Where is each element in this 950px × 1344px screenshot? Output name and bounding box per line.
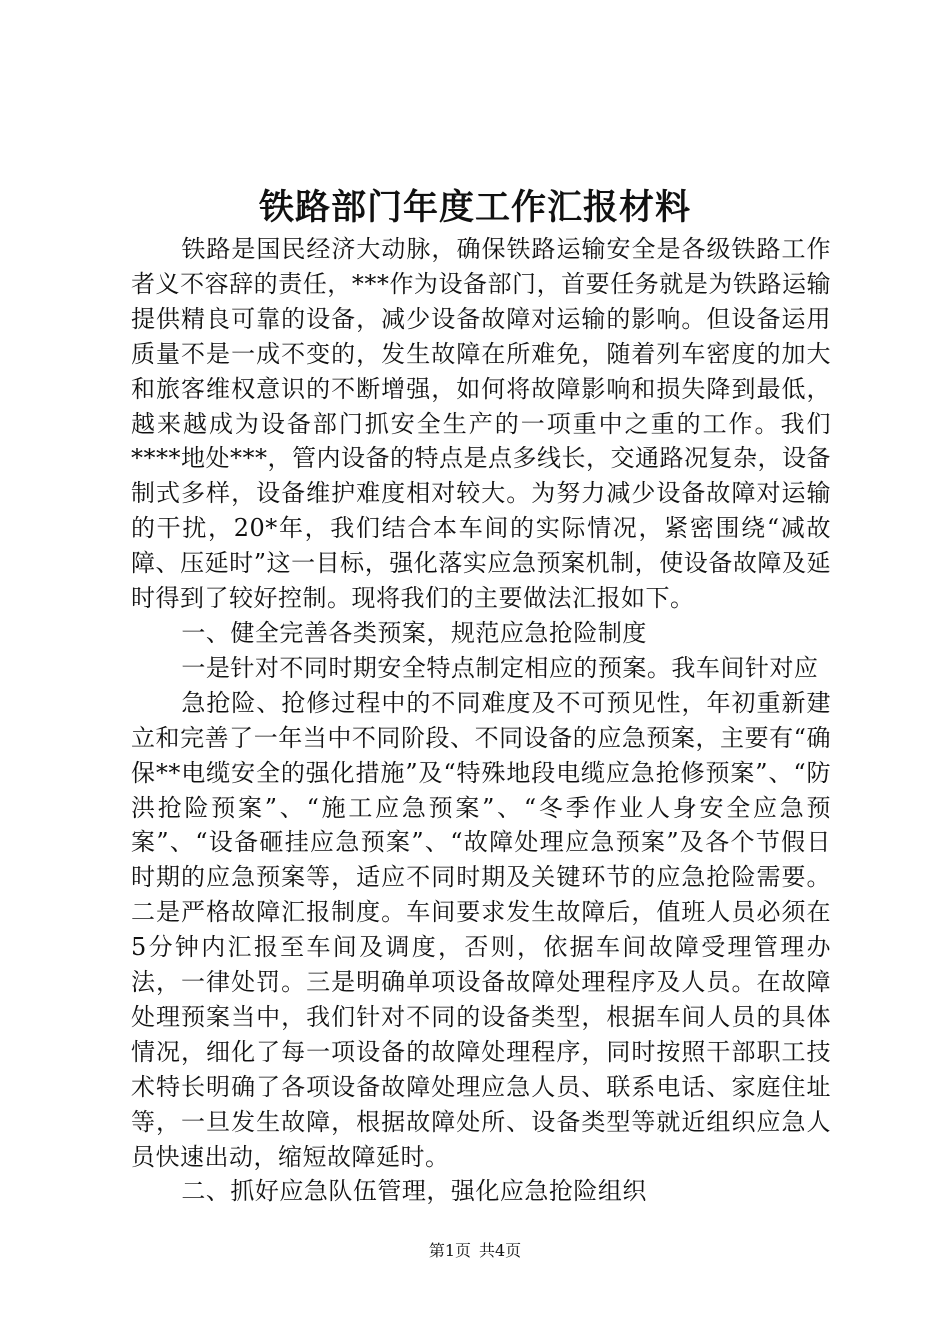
page-footer bbox=[0, 1240, 950, 1262]
section-heading-2: 二、抓好应急队伍管理，强化应急抢险组织 bbox=[181, 1177, 647, 1206]
page-number: 第1页 bbox=[428, 1241, 471, 1260]
body-paragraph-1b: 急抢险、抢修过程中的不同难度及不可预见性，年初重新建立和完善了一年当中不同阶段、不同设备的应急预案，主要有“确保**电缆安全的强化措施”及“特殊地段电缆应急抢修预案”、“防洪抢险预案”、“施工应急预案”、“冬季作业人身安全应急预案”、“设备砸挂应急预案”、“故障处理应急预案”及各个节假日时期的应急预案等，适应不同时期及关键环节的应急抢险需要。二是严格故障汇报制度。车间要求发生故障后，值班人员必须在5分钟内汇报至车间及调度，否则，依据车间故障受理管理办法，一律处罚。三是明确单项设备故障处理程序及人员。在故障处理预案当中，我们针对不同的设备类型，根据车间人员的具体情况，细化了每一项设备的故障处理程序，同时按照干部职工技术特长明确了各项设备故障处理应急人员、联系电话、家庭住址等，一旦发生故障，根据故障处所、设备类型等就近组织应急人员快速出动，缩短故障延时。 bbox=[131, 688, 831, 1171]
document-body bbox=[131, 232, 831, 1209]
body-paragraph-1a: 一是针对不同时期安全特点制定相应的预案。我车间针对应 bbox=[181, 653, 819, 682]
section-heading-1: 一、健全完善各类预案，规范应急抢险制度 bbox=[181, 618, 647, 647]
body-paragraph-intro: 铁路是国民经济大动脉，确保铁路运输安全是各级铁路工作者义不容辞的责任，***作为设备部门，首要任务就是为铁路运输提供精良可靠的设备，减少设备故障对运输的影响。但设备运用质量不是一成不变的，发生故障在所难免，随着列车密度的加大和旅客维权意识的不断增强，如何将故障影响和损失降到最低，越来越成为设备部门抓安全生产的一项重中之重的工作。我们****地处***，管内设备的特点是点多线长，交通路况复杂，设备制式多样，设备维护难度相对较大。为努力减少设备故障对运输的干扰，20*年，我们结合本车间的实际情况，紧密围绕“减故障、压延时”这一目标，强化落实应急预案机制，使设备故障及延时得到了较好控制。现将我们的主要做法汇报如下。 bbox=[131, 235, 831, 613]
page-total: 共4页 bbox=[479, 1241, 522, 1260]
document-title: 铁路部门年度工作汇报材料 bbox=[258, 187, 691, 228]
